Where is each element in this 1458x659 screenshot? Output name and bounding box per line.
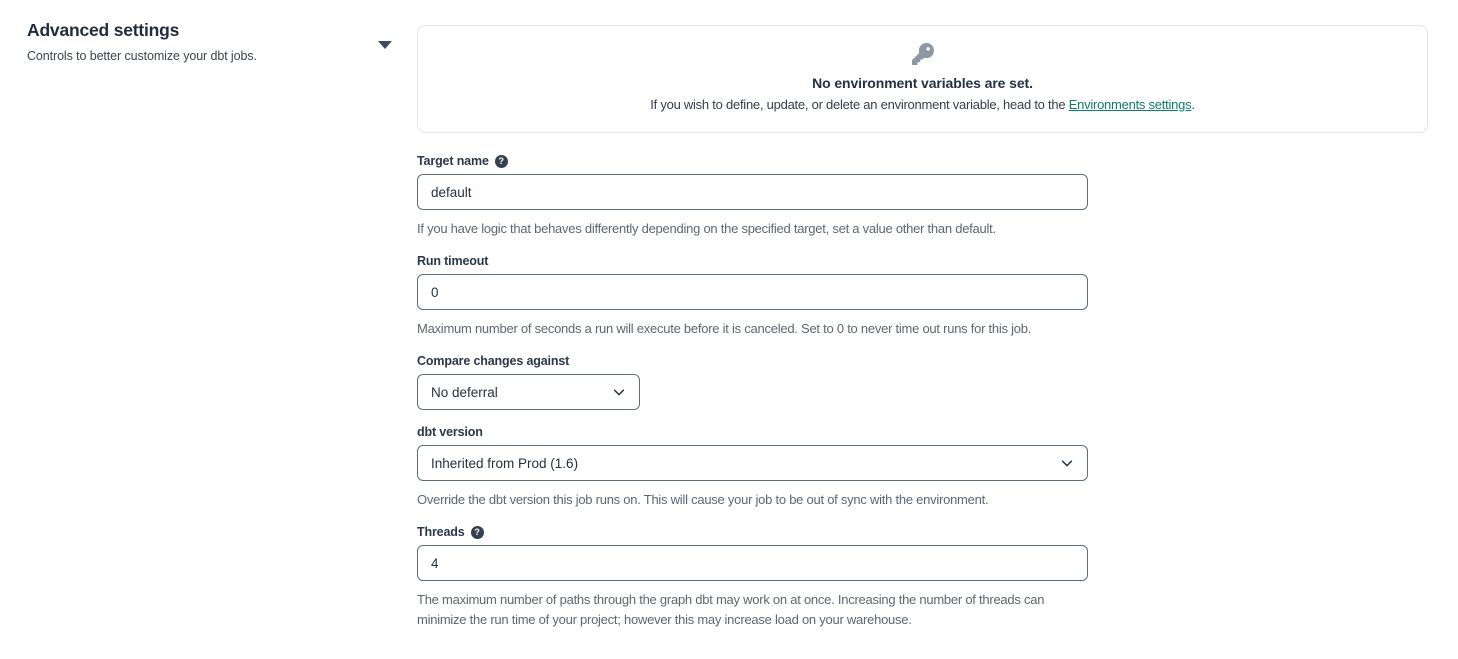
environment-variables-empty-state (417, 25, 1428, 133)
dbt-version-field (417, 424, 1088, 510)
threads-label: Threads (417, 525, 465, 539)
dbt-version-select[interactable] (417, 445, 1088, 481)
dbt-version-selected-value: Inherited from Prod (1.6) (431, 455, 579, 471)
run-timeout-helper-text: Maximum number of seconds a run will execute before it is canceled. Set to 0 to never time out runs for this job. (417, 321, 1032, 336)
compare-changes-label: Compare changes against (417, 354, 570, 368)
chevron-down-icon (612, 385, 626, 399)
threads-input[interactable] (417, 545, 1088, 581)
run-timeout-field (417, 253, 1088, 339)
target-name-field (417, 153, 1088, 239)
compare-changes-select[interactable] (417, 374, 640, 410)
dbt-version-label-row (417, 424, 1088, 440)
environments-settings-link[interactable]: Environments settings (1068, 97, 1192, 112)
env-vars-empty-heading: No environment variables are set. (812, 75, 1033, 91)
threads-label-row (417, 524, 1088, 540)
target-name-input[interactable] (417, 174, 1088, 210)
dbt-version-helper-text: Override the dbt version this job runs on. This will cause your job to be out of sync with the environment. (417, 492, 989, 507)
compare-changes-selected-value: No deferral (431, 384, 498, 400)
compare-changes-label-row (417, 353, 1088, 369)
run-timeout-input[interactable] (417, 274, 1088, 310)
page-subtitle: Controls to better customize your dbt jobs. (27, 49, 257, 63)
run-timeout-label-row (417, 253, 1088, 269)
env-vars-empty-detail (418, 97, 1427, 112)
compare-changes-field (417, 353, 1088, 410)
settings-main-column (417, 25, 1428, 630)
page-title: Advanced settings (27, 20, 180, 40)
target-name-label-row (417, 153, 1088, 169)
chevron-down-icon (1060, 456, 1074, 470)
threads-field (417, 524, 1088, 630)
section-header (27, 20, 377, 63)
target-name-helper-text: If you have logic that behaves differently depending on the specified target, set a value other than default. (417, 221, 996, 236)
collapse-section-caret-icon[interactable] (378, 41, 392, 49)
key-icon (912, 43, 934, 65)
env-detail-prefix: If you wish to define, update, or delete an environment variable, head to the (650, 97, 1069, 112)
env-detail-suffix: . (1191, 97, 1195, 112)
dbt-version-label: dbt version (417, 425, 483, 439)
target-name-help-icon[interactable]: ? (495, 155, 508, 168)
advanced-settings-form (417, 153, 1088, 630)
threads-help-icon[interactable]: ? (471, 526, 484, 539)
threads-helper-text: The maximum number of paths through the graph dbt may work on at once. Increasing the number of threads can minimize the run time of your project; however this may increase load on your warehouse. (417, 592, 1045, 627)
run-timeout-label: Run timeout (417, 254, 489, 268)
target-name-label: Target name (417, 154, 489, 168)
